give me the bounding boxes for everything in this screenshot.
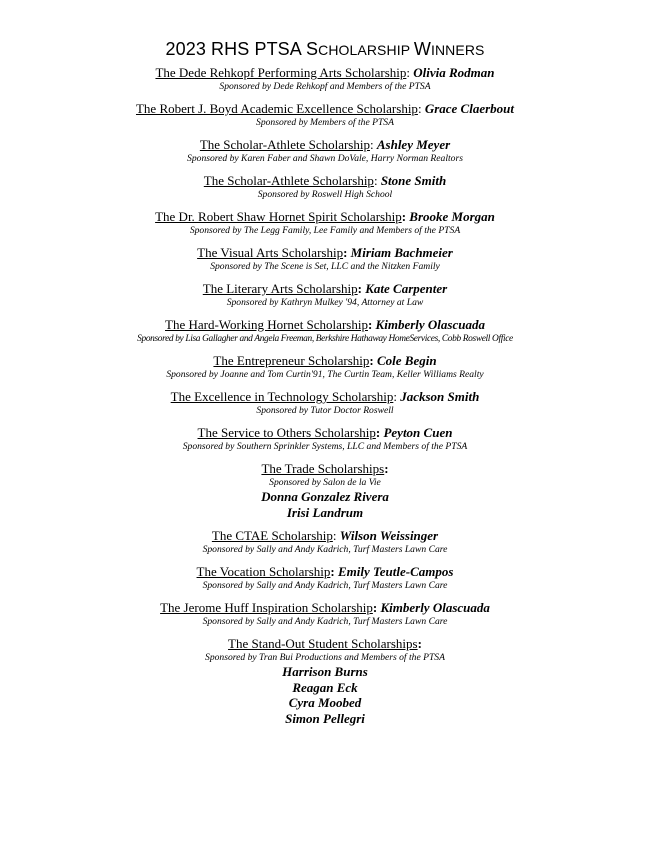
sponsor-line: Sponsored by The Legg Family, Lee Family and Members of the PTSA — [189, 225, 461, 236]
scholarship-name: The Excellence in Technology Scholarship — [170, 389, 394, 404]
colon: : — [373, 173, 378, 188]
sponsor-line: Sponsored by Sally and Andy Kadrich, Turf Masters Lawn Care — [202, 580, 448, 591]
winner-name: Jackson Smith — [400, 389, 480, 404]
colon: : — [401, 209, 407, 224]
title-word2-rest: INNERS — [430, 42, 485, 58]
winner-name: Miriam Bachmeier — [350, 245, 453, 260]
title-word1-rest: CHOLARSHIP — [318, 42, 414, 58]
colon: : — [375, 425, 381, 440]
scholarship-line — [0, 173, 650, 189]
scholarship-name: The Entrepreneur Scholarship — [213, 353, 370, 368]
scholarship-line — [0, 425, 650, 441]
title-year: 2023 RHS PTSA — [165, 39, 306, 59]
colon: : — [357, 281, 362, 296]
scholarship-name: The Vocation Scholarship — [196, 564, 331, 579]
scholarship-entry — [0, 245, 650, 273]
scholarship-entry — [0, 353, 650, 381]
scholarship-name: The Service to Others Scholarship — [197, 425, 376, 440]
scholarship-entry — [0, 317, 650, 345]
scholarship-line — [0, 353, 650, 369]
scholarship-line — [0, 461, 650, 477]
scholarship-name: The Trade Scholarships — [261, 461, 385, 476]
colon: : — [369, 137, 374, 152]
scholarship-line — [0, 317, 650, 333]
colon: : — [343, 245, 348, 260]
colon: : — [372, 600, 378, 615]
winner-name: Cyra Moobed — [288, 695, 362, 710]
scholarship-entry — [0, 209, 650, 237]
sponsor-line: Sponsored by Tran Bui Productions and Members of the PTSA — [205, 652, 445, 663]
sponsor-line: Sponsored by Sally and Andy Kadrich, Turf Masters Lawn Care — [202, 616, 448, 627]
trade-scholarship-entry — [0, 461, 650, 520]
winner-name: Donna Gonzalez Rivera — [261, 489, 389, 504]
sponsor-line: Sponsored by Joanne and Tom Curtin'91, The Curtin Team, Keller Williams Realty — [166, 369, 484, 380]
title-word1-cap: S — [306, 39, 319, 59]
colon: : — [417, 636, 422, 651]
winner-name: Cole Begin — [376, 353, 437, 368]
winner-name: Stone Smith — [380, 173, 447, 188]
scholarship-name: The Scholar-Athlete Scholarship — [199, 137, 370, 152]
scholarship-line — [0, 636, 650, 652]
winner-name: Irisi Landrum — [286, 504, 364, 520]
scholarship-entry — [0, 389, 650, 417]
colon: : — [384, 461, 389, 476]
scholarship-name: The Robert J. Boyd Academic Excellence Scholarship — [135, 101, 418, 116]
winner-name: Wilson Weissinger — [339, 528, 439, 543]
scholarship-line — [0, 65, 650, 81]
document-page — [0, 38, 650, 734]
sponsor-line: Sponsored by Southern Sprinkler Systems, LLC and Members of the PTSA — [182, 441, 468, 452]
scholarship-entry — [0, 137, 650, 165]
scholarship-name: The Literary Arts Scholarship — [202, 281, 358, 296]
scholarship-name: The Stand-Out Student Scholarships — [228, 636, 418, 651]
colon: : — [406, 65, 411, 80]
sponsor-line: Sponsored by Salon de la Vie — [269, 477, 381, 488]
winner-name: Peyton Cuen — [383, 425, 453, 440]
winner-name: Harrison Burns — [282, 664, 368, 679]
scholarship-line — [0, 389, 650, 405]
scholarship-line — [0, 564, 650, 580]
scholarship-line — [0, 209, 650, 225]
colon: : — [369, 353, 374, 368]
winner-name: Kate Carpenter — [365, 281, 448, 296]
scholarship-name: The Jerome Huff Inspiration Scholarship — [160, 600, 373, 615]
scholarship-line — [0, 281, 650, 297]
sponsor-line: Sponsored by Sally and Andy Kadrich, Turf Masters Lawn Care — [202, 544, 448, 555]
scholarship-entry — [0, 281, 650, 309]
winner-name: Olivia Rodman — [413, 65, 495, 80]
scholarship-name: The Scholar-Athlete Scholarship — [203, 173, 374, 188]
scholarship-line — [0, 137, 650, 153]
scholarship-entry — [0, 101, 650, 129]
sponsor-line: Sponsored by Roswell High School — [257, 189, 393, 200]
colon: : — [367, 317, 373, 332]
winner-name: Simon Pellegri — [285, 710, 365, 726]
winner-name: Kimberly Olascuada — [380, 600, 490, 615]
colon: : — [332, 528, 337, 543]
colon: : — [330, 564, 335, 579]
winner-name: Ashley Meyer — [376, 137, 451, 152]
scholarship-name: The Dr. Robert Shaw Hornet Spirit Scholarship — [155, 209, 402, 224]
scholarship-entry — [0, 65, 650, 93]
scholarship-name: The Visual Arts Scholarship — [197, 245, 344, 260]
scholarship-name: The CTAE Scholarship — [211, 528, 333, 543]
winner-name: Reagan Eck — [292, 679, 358, 695]
scholarship-entry — [0, 173, 650, 201]
sponsor-line: Sponsored by Karen Faber and Shawn DoVale, Harry Norman Realtors — [187, 153, 463, 164]
sponsor-line: Sponsored by Lisa Gallagher and Angela Freeman, Berkshire Hathaway HomeServices, Cobb Roswell Office — [137, 334, 513, 344]
scholarship-entry — [0, 425, 650, 453]
scholarship-line — [0, 101, 650, 117]
colon: : — [393, 389, 397, 404]
page-title — [0, 38, 650, 61]
sponsor-line: Sponsored by The Scene is Set, LLC and the Nitzken Family — [210, 261, 440, 272]
winner-name: Brooke Morgan — [409, 209, 495, 224]
scholarship-line — [0, 528, 650, 544]
standout-scholarship-entry — [0, 636, 650, 726]
scholarship-name: The Hard-Working Hornet Scholarship — [165, 317, 368, 332]
scholarship-entry — [0, 528, 650, 556]
scholarship-name: The Dede Rehkopf Performing Arts Scholarship — [155, 65, 407, 80]
sponsor-line: Sponsored by Tutor Doctor Roswell — [256, 405, 394, 416]
title-word2-cap: W — [413, 39, 431, 59]
winner-name: Emily Teutle-Campos — [337, 564, 454, 579]
winner-name: Kimberly Olascuada — [375, 317, 485, 332]
winner-name: Grace Claerbout — [424, 101, 515, 116]
scholarship-entry — [0, 564, 650, 592]
scholarship-line — [0, 600, 650, 616]
sponsor-line: Sponsored by Dede Rehkopf and Members of the PTSA — [219, 81, 431, 92]
sponsor-line: Sponsored by Members of the PTSA — [256, 117, 394, 128]
colon: : — [417, 101, 422, 116]
sponsor-line: Sponsored by Kathryn Mulkey '94, Attorney at Law — [226, 297, 424, 308]
scholarship-line — [0, 245, 650, 261]
scholarship-entry — [0, 600, 650, 628]
